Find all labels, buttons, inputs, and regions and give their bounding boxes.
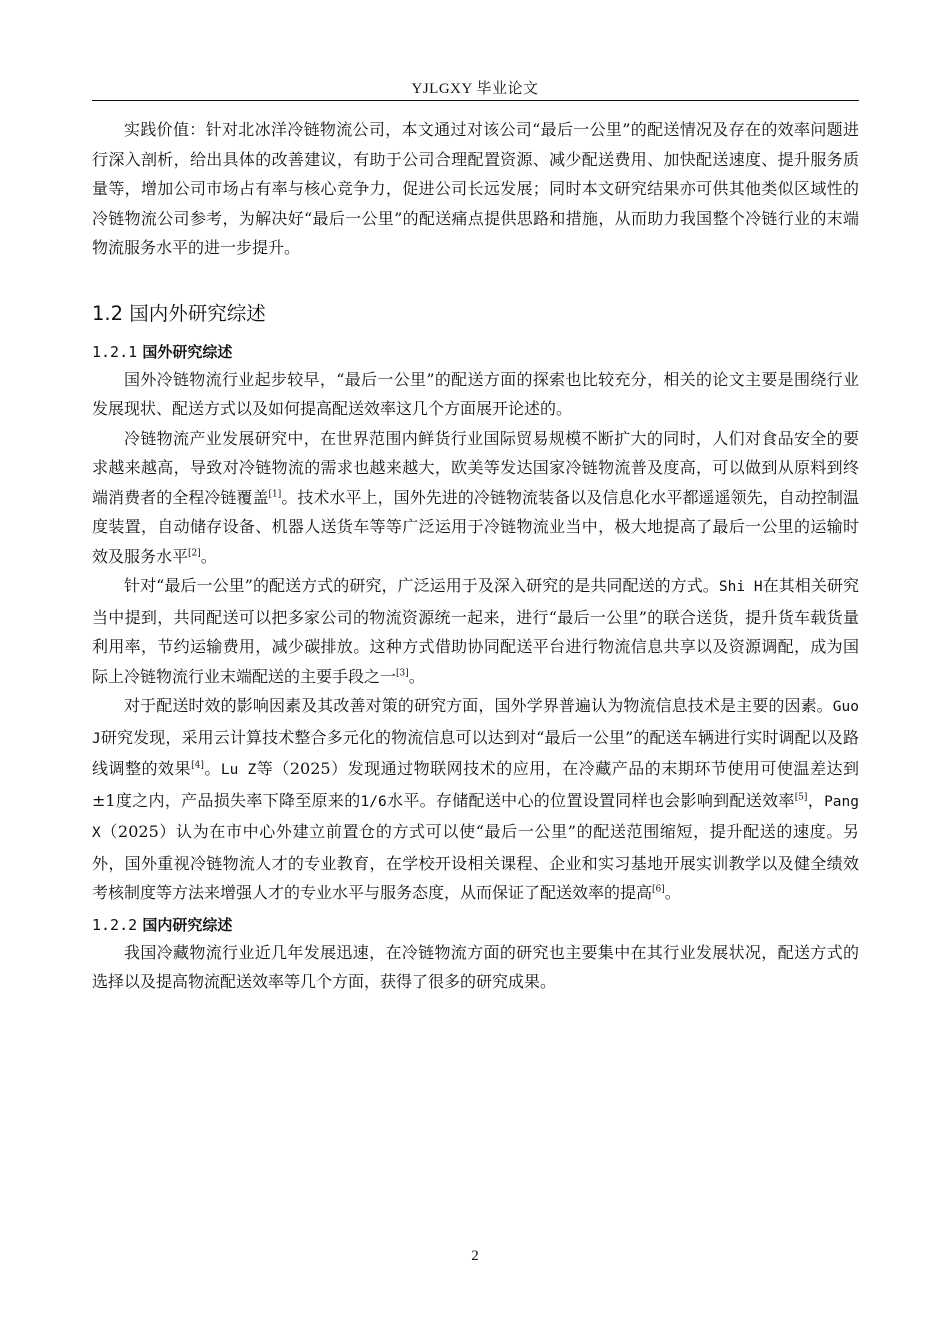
- paragraph-delivery-efficiency: [92, 691, 859, 908]
- text-run: 。: [408, 666, 425, 686]
- citation-ref-1: [1]: [268, 489, 282, 500]
- citation-ref-2: [2]: [188, 548, 201, 559]
- text-run: 。: [664, 883, 681, 902]
- text-run: 等（2025）发现通过物联网技术的应用，在冷藏产品的末期环节使用可使温差达到±1度之内，产品损失率下降至原来的: [92, 759, 859, 810]
- paragraph-domestic-overview: 我国冷藏物流行业近几年发展迅速，在冷链物流方面的研究也主要集中在其行业发展状况，配送方式的选择以及提高物流配送效率等几个方面，获得了很多的研究成果。: [92, 942, 859, 991]
- text-run: 。技术水平上，国外先进的冷链物流装备以及信息化水平都遥遥领先，自动控制温度装置，自动储存设备、机器人送货车等等广泛运用于冷链物流业当中，极大地提高了最后一公里的运输时效及服务水平: [92, 487, 859, 566]
- section-heading-1-2-2: [92, 912, 859, 938]
- citation-ref-5: [5]: [794, 792, 808, 803]
- heading-number: 1.2.1: [92, 342, 138, 361]
- text-run: 。: [200, 546, 217, 566]
- author-name: Guo J: [92, 699, 859, 747]
- text-run: 冷链物流产业发展研究中，在世界范围内鲜货行业国际贸易规模不断扩大的同时，人们对食品安全的要求越来越高，导致对冷链物流的需求也越来越大，欧美等发达国家冷链物流普及度高，可以做到从原料到终端消费者的全程冷链覆盖: [92, 428, 859, 507]
- text-run: 研究发现，采用云计算技术整合多元化的物流信息可以达到对“最后一公里”的配送车辆进行实时调配以及路线调整的效果: [92, 727, 859, 778]
- header-rule: [92, 100, 859, 101]
- page-number: 2: [471, 1248, 479, 1264]
- heading-number: 1.2.2: [92, 915, 138, 934]
- text-run: 针对“最后一公里”的配送方式的研究，广泛运用于及深入研究的是共同配送的方式。: [124, 576, 719, 595]
- paragraph-distribution-methods: [92, 571, 859, 691]
- text-run: 对于配送时效的影响因素及其改善对策的研究方面，国外学界普遍认为物流信息技术是主要的因素。: [124, 696, 833, 715]
- citation-ref-4: [4]: [191, 760, 204, 771]
- text-run: 。: [203, 759, 221, 778]
- intro-paragraph: 实践价值：针对北冰洋冷链物流公司，本文通过对该公司“最后一公里”的配送情况及存在的效率问题进行深入剖析，给出具体的改善建议，有助于公司合理配置资源、减少配送费用、加快配送速度、提升服务质量等，增加公司市场占有率与核心竞争力，促进公司长远发展；同时本文研究结果亦可供其他类似区域性的冷链物流公司参考，为解决好“最后一公里”的配送痛点提供思路和措施，从而助力我国整个冷链行业的末端物流服务水平的进一步提升。: [92, 120, 859, 257]
- heading-text: 国内研究综述: [142, 915, 233, 934]
- citation-ref-6: [6]: [652, 884, 665, 895]
- fraction-value: 1/6: [360, 793, 387, 810]
- author-name: Pang X: [92, 793, 859, 841]
- section-heading-1-2: 1.2 国内外研究综述: [92, 301, 266, 325]
- author-name: Lu Z: [220, 762, 257, 778]
- section-heading-1-2-1: [92, 339, 859, 365]
- text-run: ，: [807, 790, 825, 810]
- page-header-title: YJLGXY 毕业论文: [411, 81, 539, 97]
- author-name: Shi H: [718, 579, 763, 595]
- page-body: [92, 115, 859, 997]
- heading-text: 国外研究综述: [142, 342, 233, 361]
- text-run: 水平。存储配送中心的位置设置同样也会影响到配送效率: [386, 790, 795, 810]
- paragraph-foreign-overview: 国外冷链物流行业起步较早，“最后一公里”的配送方面的探索也比较充分，相关的论文主要是围绕行业发展现状、配送方式以及如何提高配送效率这几个方面展开论述的。: [92, 369, 859, 418]
- paragraph-cold-chain-development: [92, 424, 859, 572]
- text-run: 在其相关研究当中提到，共同配送可以把多家公司的物流资源统一起来，进行“最后一公里”的联合送货，提升货车载货量利用率，节约运输费用，减少碳排放。这种方式借助协同配送平台进行物流信息共享以及资源调配，成为国际上冷链物流行业末端配送的主要手段之一: [92, 576, 859, 686]
- citation-ref-3: [3]: [396, 668, 409, 679]
- text-run: （2025）认为在市中心外建立前置仓的方式可以使“最后一公里”的配送范围缩短，提升配送的速度。另外，国外重视冷链物流人才的专业教育，在学校开设相关课程、企业和实习基地开展实训教学以及健全绩效考核制度等方法来增强人才的专业水平与服务态度，从而保证了配送效率的提高: [92, 822, 859, 902]
